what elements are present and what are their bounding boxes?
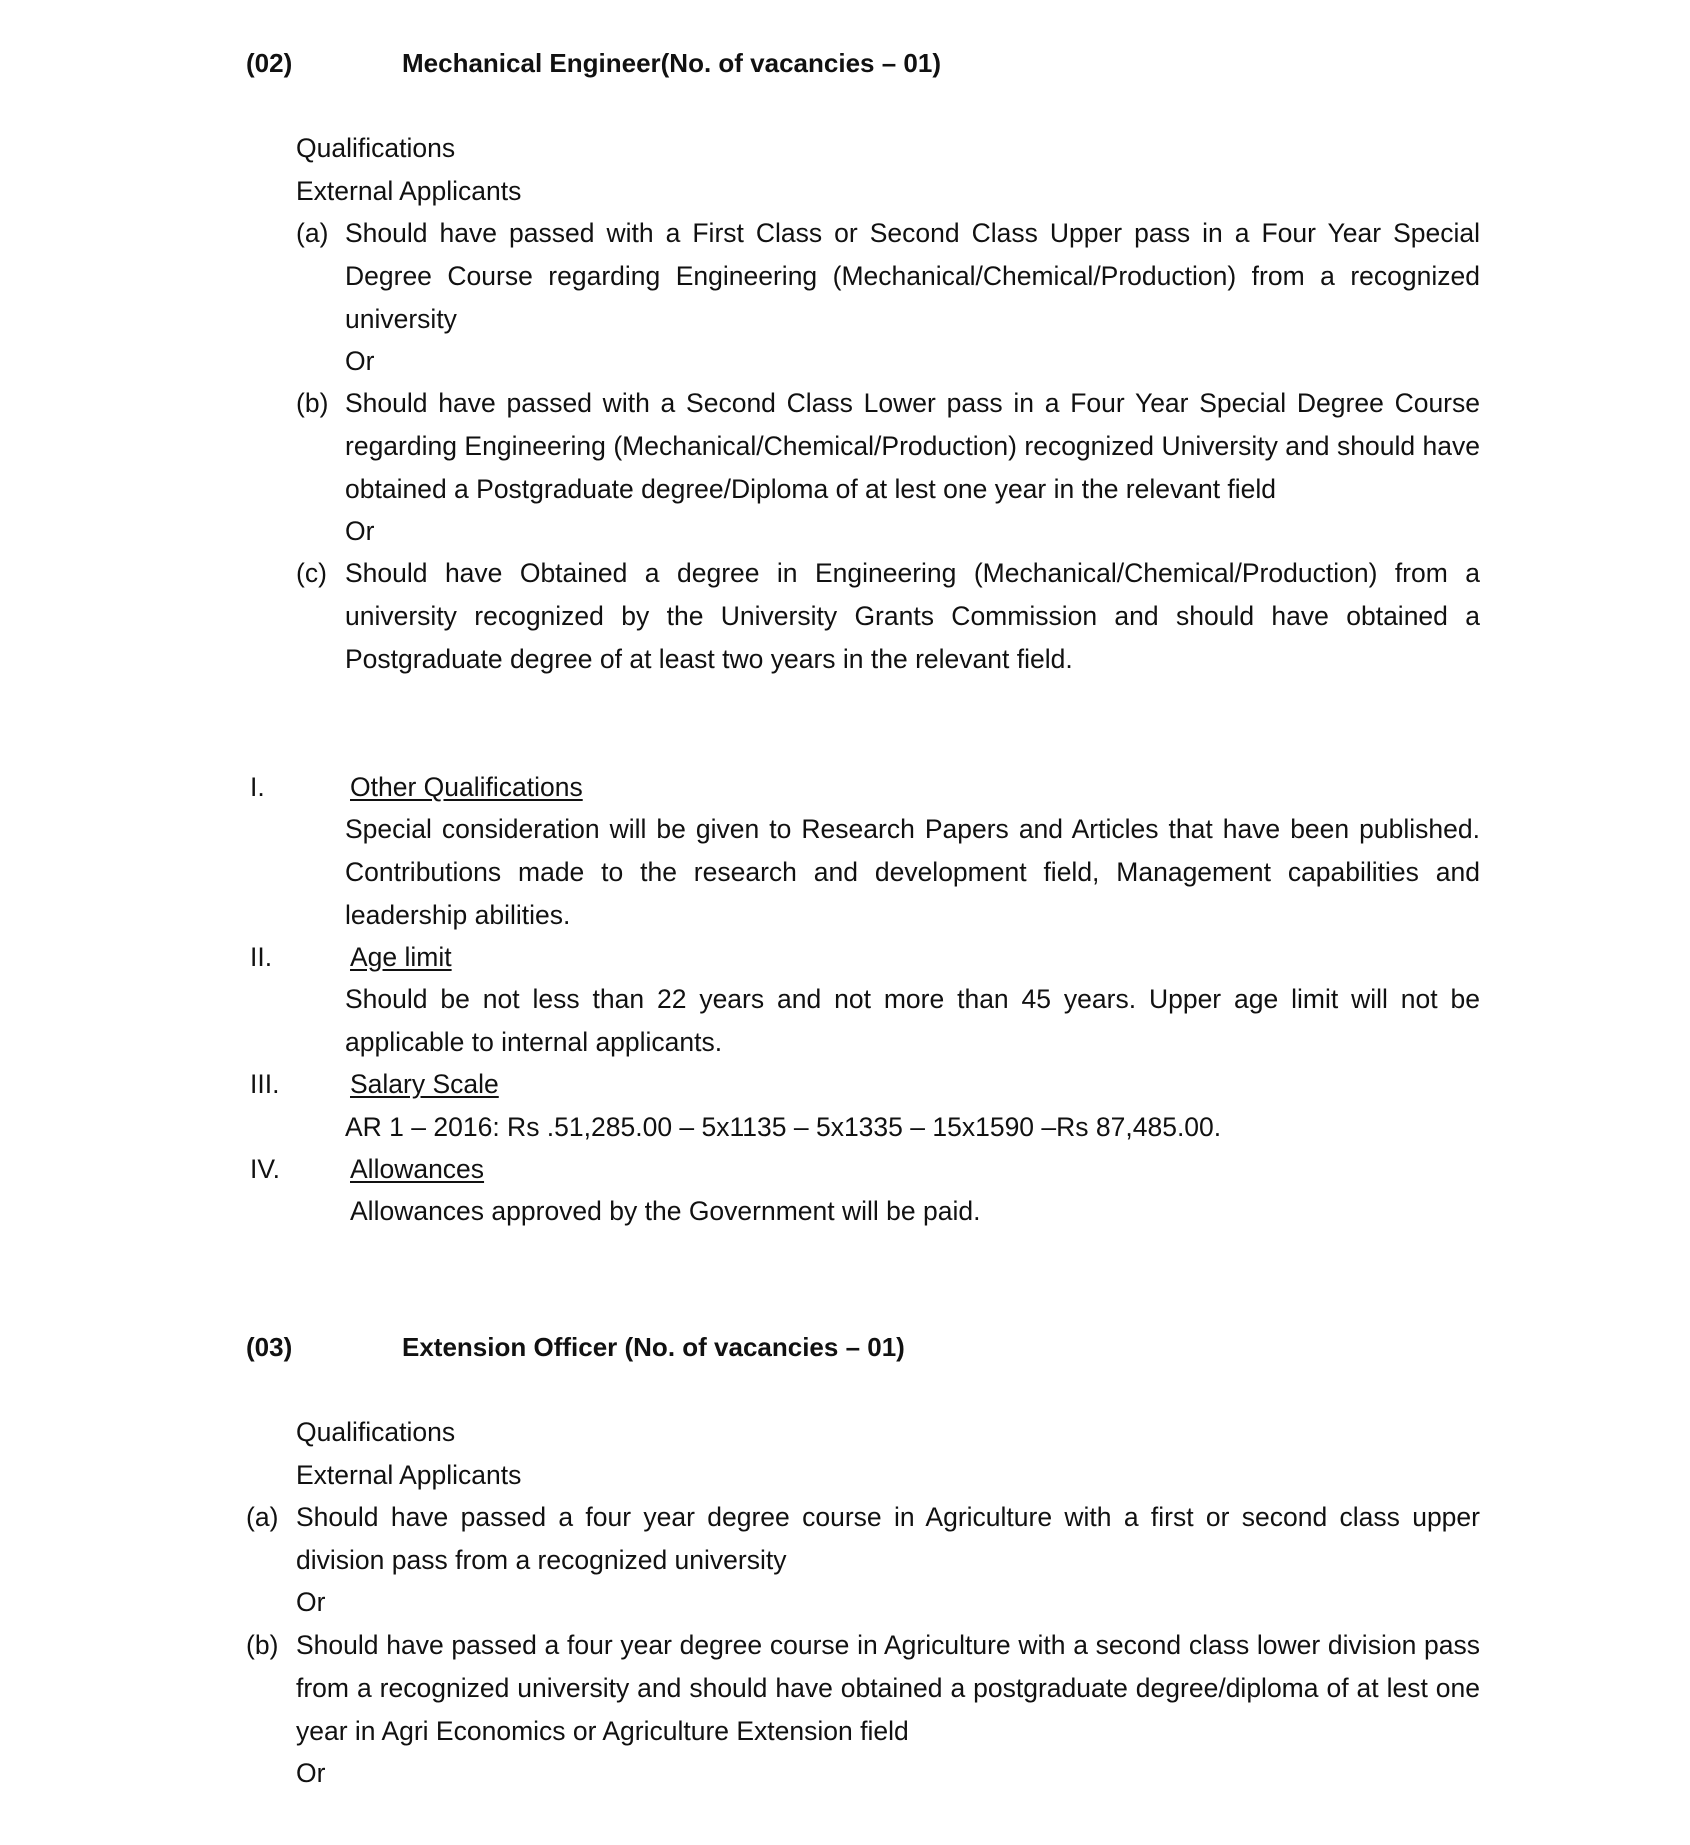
section-03-or-2: Or [296,1758,326,1788]
section-03-qualifications-label: Qualifications [296,1417,456,1447]
section-02-item-c-marker: (c) [296,558,327,588]
section-02-item-c-text: Should have Obtained a degree in Engineering (Mechanical/Chemical/Production) from a university recognized by the University Grants Commission and should have obtained a Postgraduate degree of at least two years in the relevant field. [345,558,1480,674]
section-02-qualifications-label: Qualifications [296,133,456,163]
subsection-I-text: Special consideration will be given to Research Papers and Articles that have been published. Contributions made to the research and development field, Management capabilities and leadership abilities. [345,814,1480,930]
subsection-III-text: AR 1 – 2016: Rs .51,285.00 – 5x1135 – 5x1335 – 15x1590 –Rs 87,485.00. [345,1112,1222,1142]
section-03-item-b-marker: (b) [246,1630,279,1660]
subsection-II-numeral: II. [250,942,273,972]
section-03-item-a-marker: (a) [246,1502,279,1532]
section-02-item-a-text: Should have passed with a First Class or Second Class Upper pass in a Four Year Special Degree Course regarding Engineering (Mechanical/Chemical/Production) from a recognized university [345,218,1480,334]
subsection-III-numeral: III. [250,1069,280,1099]
subsection-I-heading: Other Qualifications [350,772,583,802]
section-03-external-label: External Applicants [296,1460,522,1490]
section-03-or-1: Or [296,1587,326,1617]
subsection-IV-text: Allowances approved by the Government will be paid. [350,1196,981,1226]
section-02-external-label: External Applicants [296,176,522,206]
section-03-item-b-text: Should have passed a four year degree course in Agriculture with a second class lower division pass from a recognized university and should have obtained a postgraduate degree/diploma of at lest one year in Agri Economics or Agriculture Extension field [296,1630,1480,1746]
section-02-item-b-text: Should have passed with a Second Class Lower pass in a Four Year Special Degree Course regarding Engineering (Mechanical/Chemical/Production) recognized University and should have obtained a Postgraduate degree/Diploma of at lest one year in the relevant field [345,388,1480,504]
subsection-II-text: Should be not less than 22 years and not more than 45 years. Upper age limit will not be applicable to internal applicants. [345,984,1480,1057]
section-02-or-2: Or [345,516,375,546]
section-03-number: (03) [246,1332,293,1362]
subsection-IV-heading: Allowances [350,1154,485,1184]
section-03-item-a-text: Should have passed a four year degree course in Agriculture with a first or second class upper division pass from a recognized university [296,1502,1480,1575]
section-02-item-a-marker: (a) [296,218,329,248]
section-02-number: (02) [246,48,293,78]
section-02-item-b-marker: (b) [296,388,329,418]
subsection-I-numeral: I. [250,772,265,802]
subsection-III-heading: Salary Scale [350,1069,499,1099]
subsection-II-heading: Age limit [350,942,452,972]
section-02-title: Mechanical Engineer(No. of vacancies – 01) [402,48,941,78]
section-03-title: Extension Officer (No. of vacancies – 01) [402,1332,905,1362]
section-02-or-1: Or [345,346,375,376]
subsection-IV-numeral: IV. [250,1154,280,1184]
